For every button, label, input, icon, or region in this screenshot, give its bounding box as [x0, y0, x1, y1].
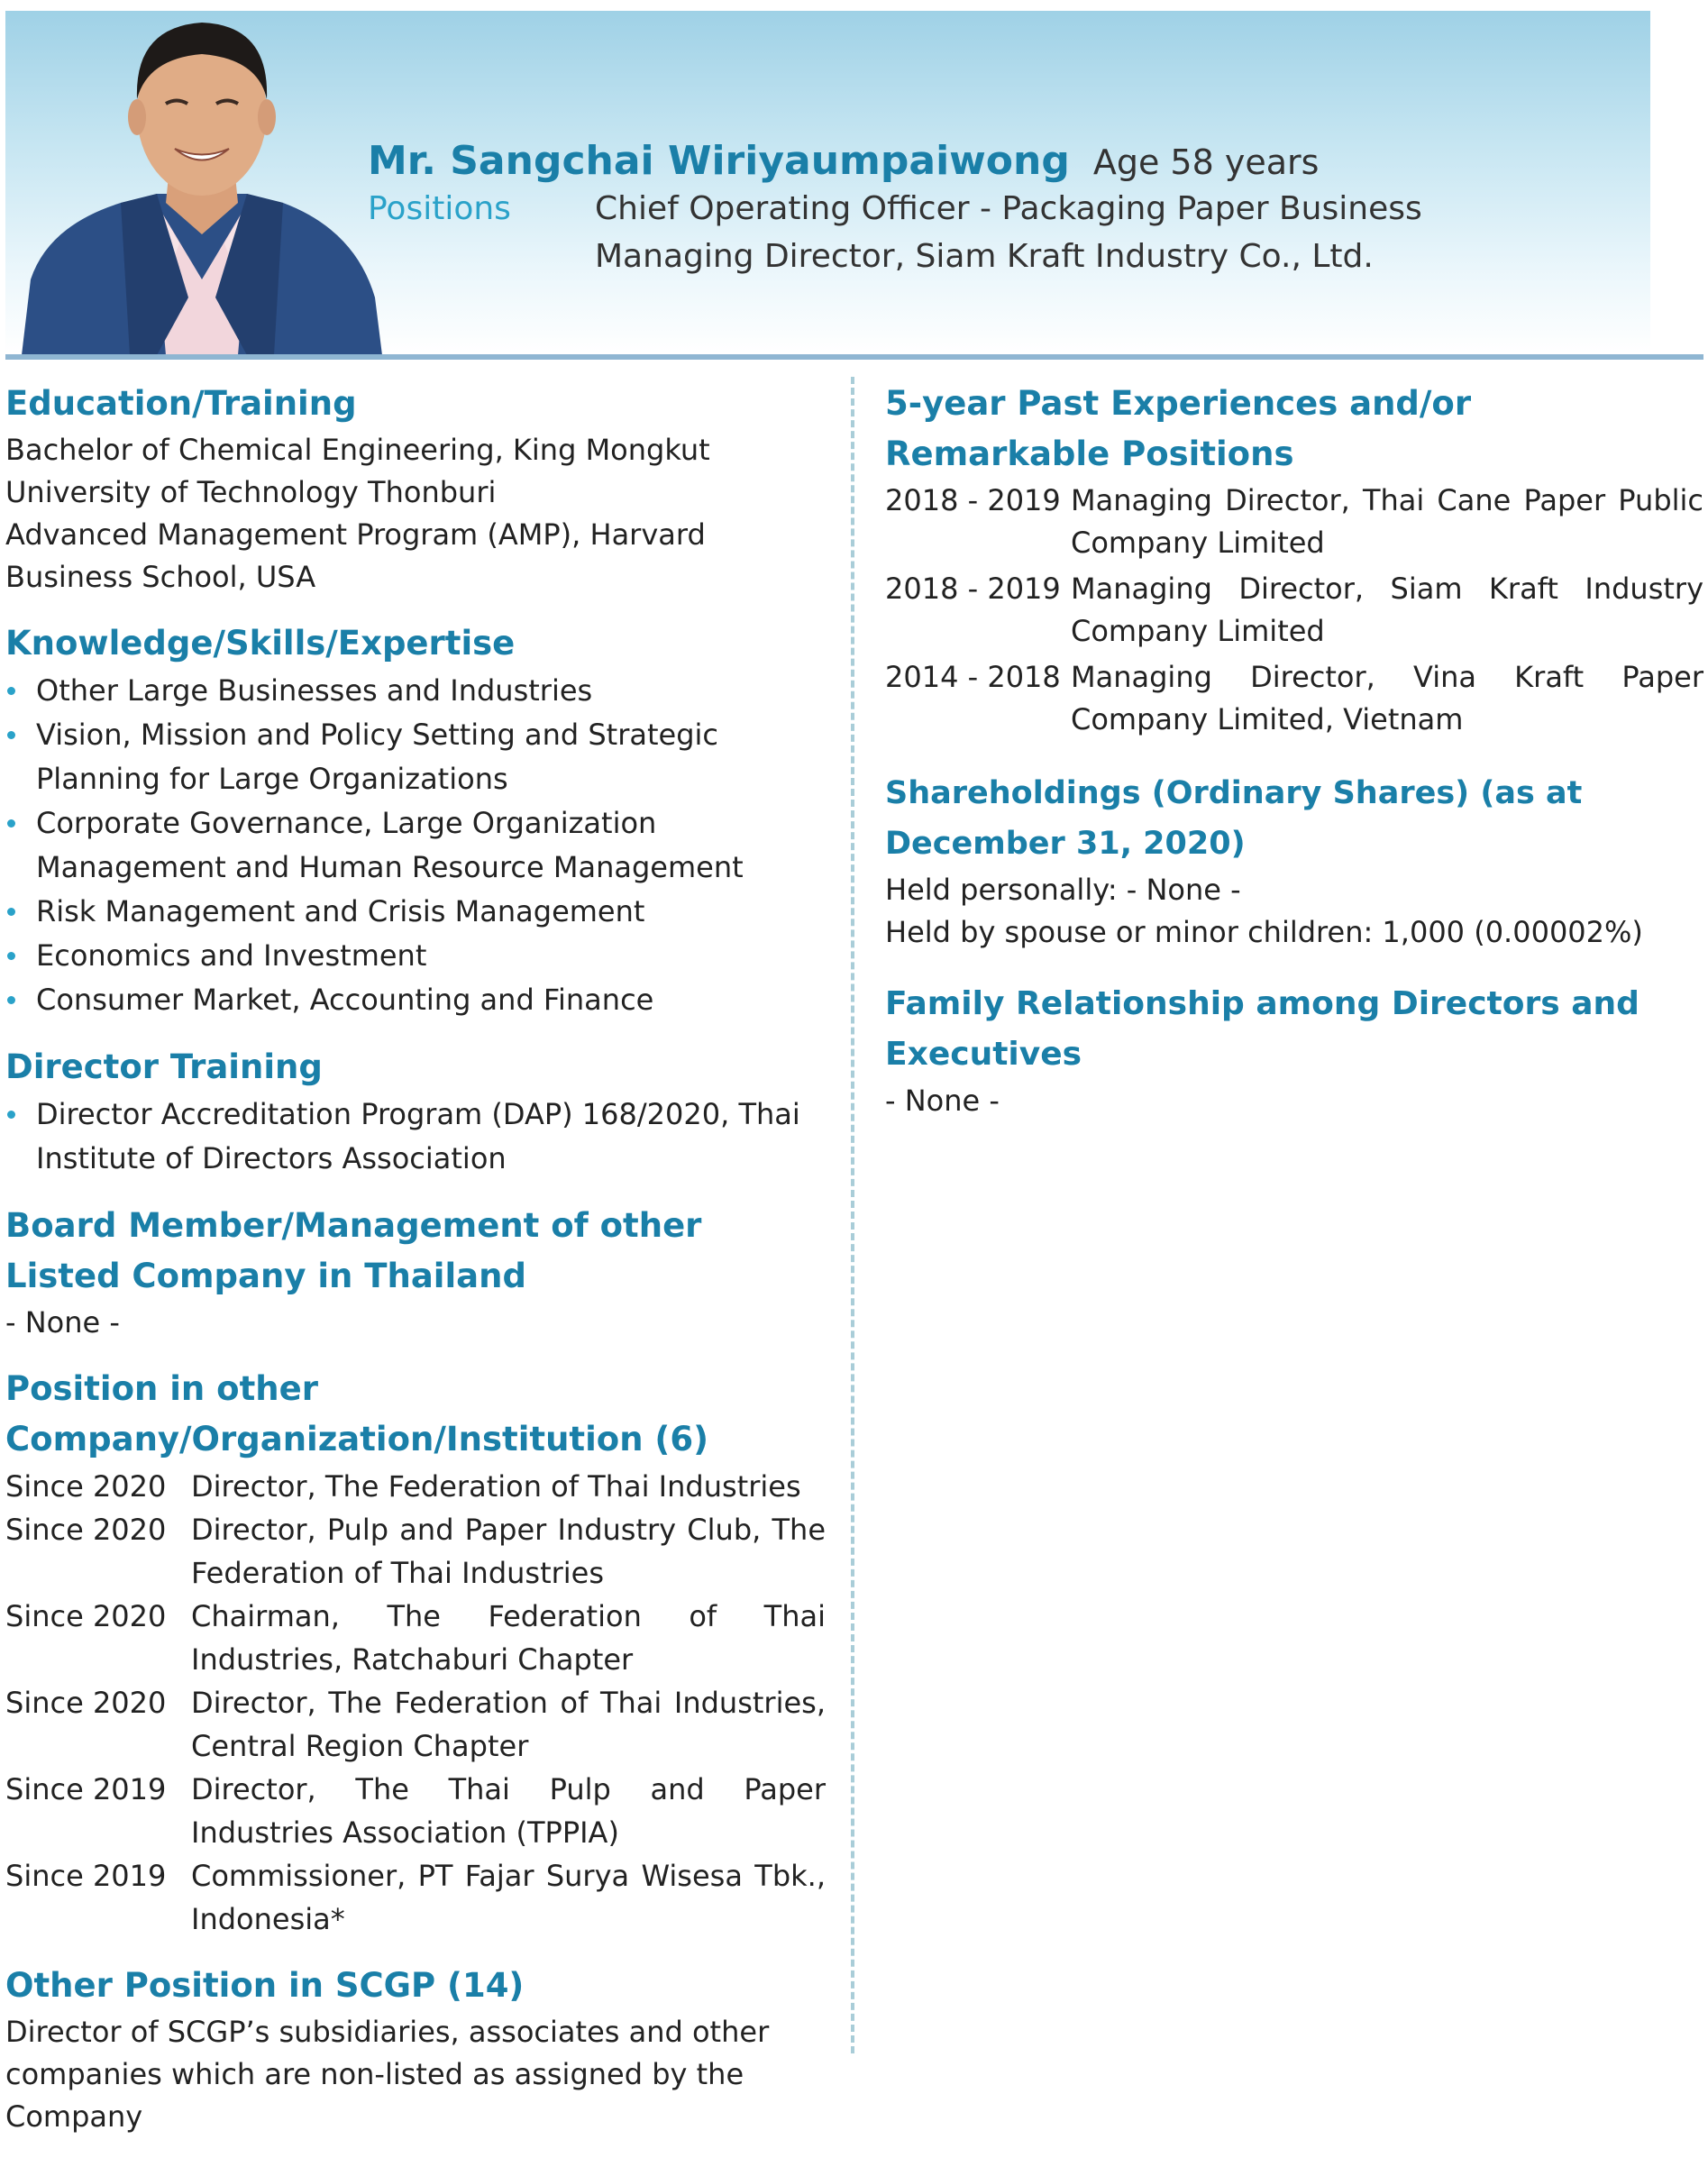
portrait-photo: [22, 9, 382, 355]
experience-row: 2018 - 2019 Managing Director, Siam Kraft Industry Company Limited: [885, 572, 1703, 648]
section-title: Family Relationship among Directors and Executives: [885, 985, 1639, 1073]
knowledge-list: [5, 669, 826, 1022]
position-row: Since 2020 Chairman, The Federation of Thai Industries, Ratchaburi Chapter: [5, 1599, 826, 1677]
shareholdings-spouse: Held by spouse or minor children: 1,000 (0.00002%): [885, 915, 1643, 949]
section-title: Position in other Company/Organization/Institution (6): [5, 1369, 708, 1458]
director-training-list: [5, 1093, 826, 1181]
shareholdings-personal: Held personally: - None -: [885, 873, 1241, 907]
bullet-icon: [7, 908, 15, 916]
list-item: Risk Management and Crisis Management: [5, 890, 826, 934]
person-age: Age 58 years: [1092, 142, 1320, 182]
right-column: [885, 379, 1703, 1142]
bullet-icon: [7, 731, 15, 739]
bullet-icon: [7, 687, 15, 695]
board-listed-section: [5, 1201, 826, 1344]
board-listed-value: - None -: [5, 1305, 120, 1340]
experience-row: 2014 - 2018 Managing Director, Vina Kraft Paper Company Limited, Vietnam: [885, 660, 1703, 736]
bullet-icon: [7, 1111, 15, 1119]
knowledge-section: [5, 618, 826, 1022]
column-divider: [851, 377, 854, 2053]
position-row: Since 2020 Director, The Federation of Thai Industries: [5, 1469, 801, 1504]
position-1: Chief Operating Officer - Packaging Paper Business: [595, 190, 1422, 227]
position-2: Managing Director, Siam Kraft Industry Co., Ltd.: [595, 238, 1374, 275]
list-item: Other Large Businesses and Industries: [5, 669, 826, 713]
section-title: 5-year Past Experiences and/or Remarkable Positions: [885, 384, 1472, 473]
position-row: Since 2020 Director, Pulp and Paper Industry Club, The Federation of Thai Industries: [5, 1513, 826, 1590]
education-section: [5, 379, 826, 599]
position-row: Since 2020 Director, The Federation of Thai Industries, Central Region Chapter: [5, 1686, 826, 1763]
list-item: Corporate Governance, Large Organization Management and Human Resource Management: [5, 801, 826, 890]
position-row: Since 2019 Director, The Thai Pulp and Paper Industries Association (TPPIA): [5, 1772, 826, 1850]
section-title: Education/Training: [5, 384, 357, 423]
list-item: Economics and Investment: [5, 934, 826, 978]
scgp-positions-section: [5, 1961, 826, 2138]
title-row: [368, 138, 1319, 184]
bullet-icon: [7, 996, 15, 1004]
positions-label: Positions: [368, 190, 511, 227]
left-column: [5, 379, 826, 2158]
other-positions-section: [5, 1364, 826, 1941]
section-title: Board Member/Management of other Listed Company in Thailand: [5, 1206, 702, 1295]
experience-row: 2018 - 2019 Managing Director, Thai Cane Paper Public Company Limited: [885, 483, 1703, 560]
list-item: Vision, Mission and Policy Setting and Strategic Planning for Large Organizations: [5, 713, 826, 801]
education-item: Advanced Management Program (AMP), Harvard Business School, USA: [5, 517, 706, 594]
section-title: Shareholdings (Ordinary Shares) (as at December 31, 2020): [885, 775, 1583, 862]
list-item: Director Accreditation Program (DAP) 168/2020, Thai Institute of Directors Association: [5, 1093, 826, 1181]
header-rule: [5, 354, 1703, 360]
bullet-icon: [7, 952, 15, 960]
family-value: - None -: [885, 1084, 1000, 1118]
past-experience-section: [885, 379, 1703, 741]
position-row: Since 2019 Commissioner, PT Fajar Surya Wisesa Tbk., Indonesia*: [5, 1859, 826, 1936]
section-title: Director Training: [5, 1047, 323, 1086]
person-name: Mr. Sangchai Wiriyaumpaiwong: [368, 138, 1070, 184]
bullet-icon: [7, 819, 15, 828]
list-item: Consumer Market, Accounting and Finance: [5, 978, 826, 1022]
director-training-section: [5, 1042, 826, 1181]
education-item: Bachelor of Chemical Engineering, King Mongkut University of Technology Thonburi: [5, 433, 710, 509]
section-title: Other Position in SCGP (14): [5, 1966, 525, 2005]
section-title: Knowledge/Skills/Expertise: [5, 624, 516, 663]
family-section: [885, 979, 1703, 1122]
scgp-positions-text: Director of SCGP’s subsidiaries, associates and other companies which are non-listed as assigned by the Company: [5, 2015, 770, 2134]
shareholdings-section: [885, 768, 1703, 954]
